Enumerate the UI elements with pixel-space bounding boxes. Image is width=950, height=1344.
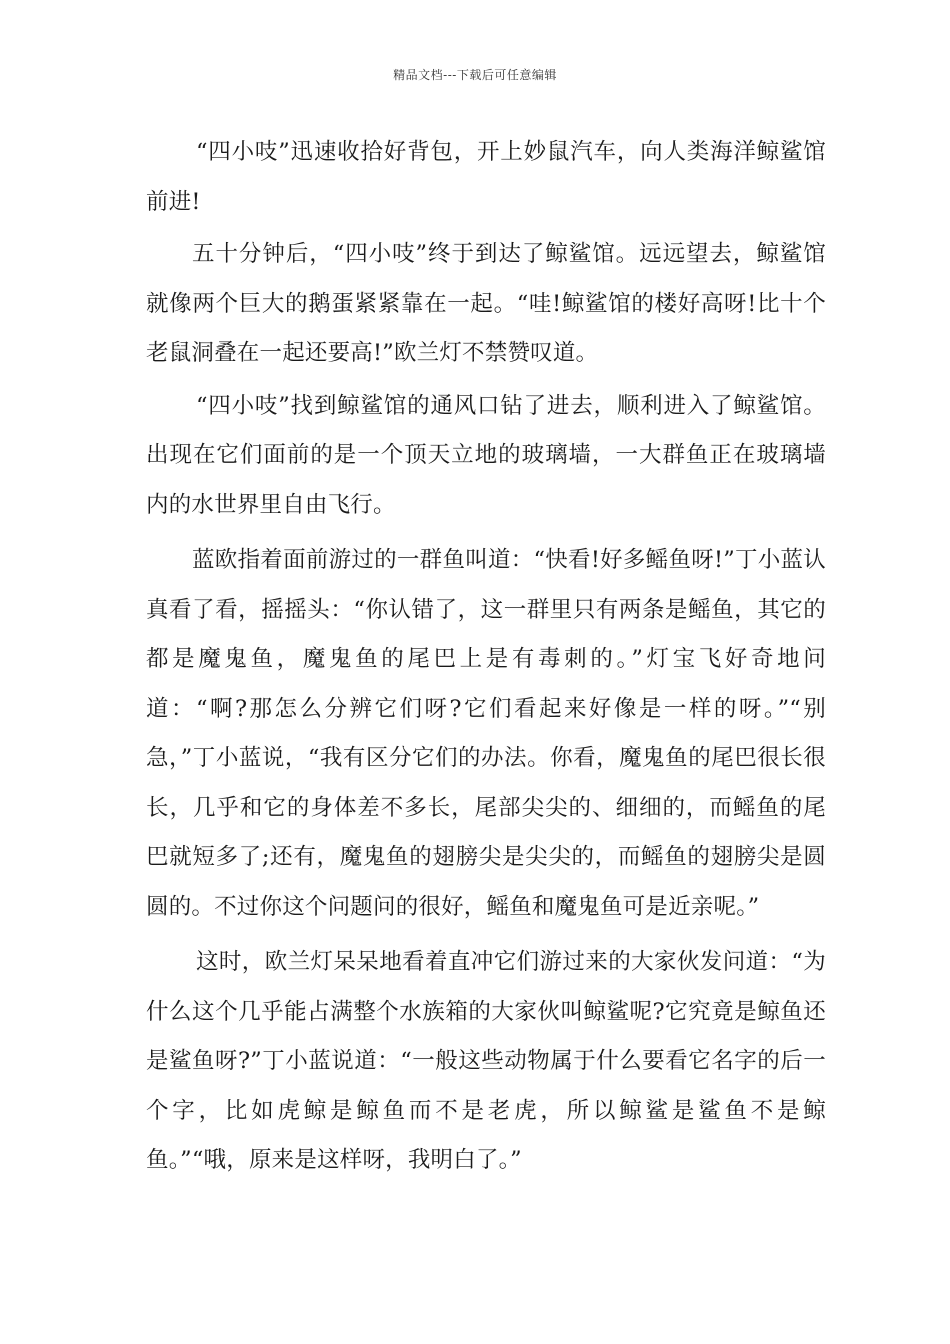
paragraph-3: “四小吱”找到鲸鲨馆的通风口钻了进去，顺利进入了鲸鲨馆。出现在它们面前的是一个顶天立地的玻璃墙，一大群鱼正在玻璃墙内的水世界里自由飞行。 bbox=[146, 392, 826, 518]
page-header: 精品文档---下载后可任意编辑 bbox=[393, 68, 557, 82]
paragraph-5: 这时，欧兰灯呆呆地看着直冲它们游过来的大家伙发问道：“为什么这个几乎能占满整个水族箱的大家伙叫鲸鲨呢?它究竟是鲸鱼还是鲨鱼呀?”丁小蓝说道：“一般这些动物属于什么要看它名字的后一个字，比如虎鲸是鲸鱼而不是老虎，所以鲸鲨是鲨鱼不是鲸鱼。”“哦，原来是这样呀，我明白了。” bbox=[146, 949, 826, 1173]
paragraph-2: 五十分钟后，“四小吱”终于到达了鲸鲨馆。远远望去，鲸鲨馆就像两个巨大的鹅蛋紧紧靠在一起。“哇!鲸鲨馆的楼好高呀!比十个老鼠洞叠在一起还要高!”欧兰灯不禁赞叹道。 bbox=[146, 241, 826, 366]
document-body bbox=[146, 128, 826, 1186]
paragraph-4: 蓝欧指着面前游过的一群鱼叫道：“快看!好多鳐鱼呀!”丁小蓝认真看了看，摇摇头：“你认错了，这一群里只有两条是鳐鱼，其它的都是魔鬼鱼，魔鬼鱼的尾巴上是有毒刺的。”灯宝飞好奇地问道：“啊?那怎么分辨它们呀?它们看起来好像是一样的呀。”“别急，”丁小蓝说，“我有区分它们的办法。你看，魔鬼鱼的尾巴很长很长，几乎和它的身体差不多长，尾部尖尖的、细细的，而鳐鱼的尾巴就短多了;还有，魔鬼鱼的翅膀尖是尖尖的，而鳐鱼的翅膀尖是圆圆的。不过你这个问题问的很好，鳐鱼和魔鬼鱼可是近亲呢。” bbox=[146, 547, 826, 920]
paragraph-1: “四小吱”迅速收拾好背包，开上妙鼠汽车，向人类海洋鲸鲨馆前进! bbox=[146, 139, 826, 215]
